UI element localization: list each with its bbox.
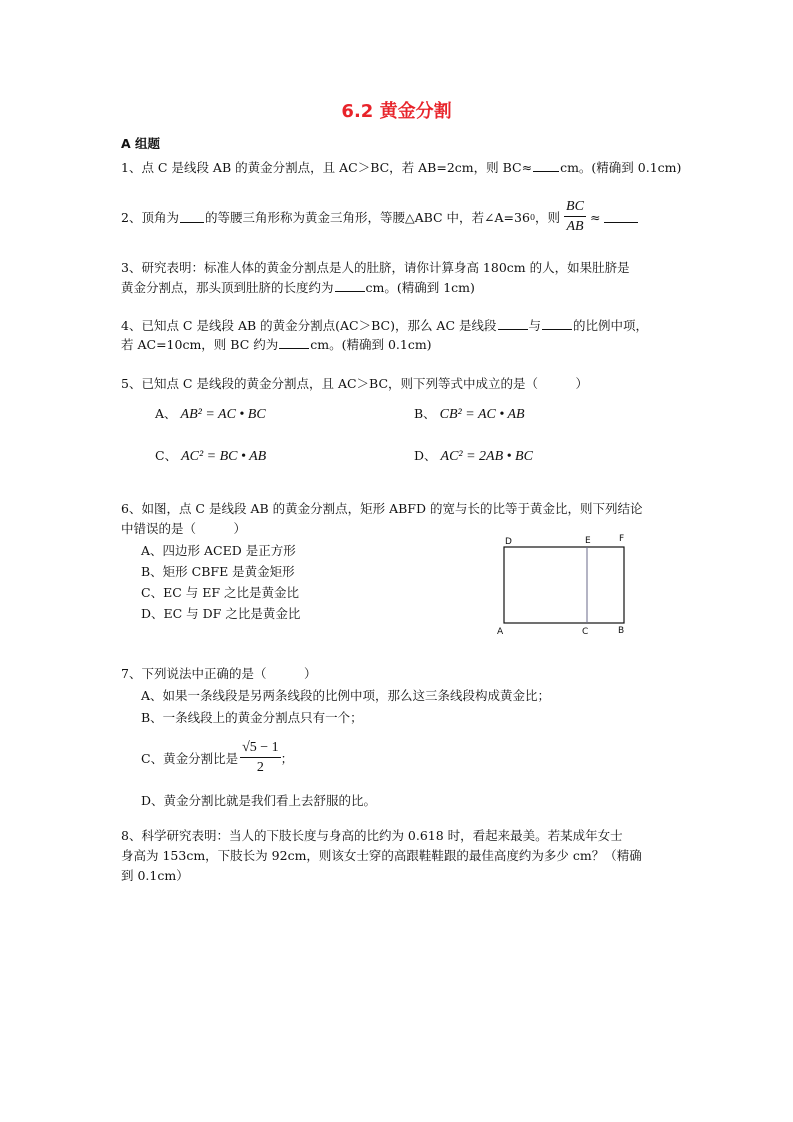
q2-text-b: 的等腰三角形称为黄金三角形，等腰△ABC 中，若∠A=36 bbox=[204, 210, 530, 225]
q4-blank-2 bbox=[542, 318, 572, 330]
question-8-line-2: 身高为 153cm，下肢长为 92cm，则该女士穿的高跟鞋鞋跟的最佳高度约为多少 cm？（精确 bbox=[121, 848, 642, 863]
q5-option-a-expr: AB² = AC • BC bbox=[180, 407, 266, 422]
q4-text-e: cm。(精确到 0.1cm) bbox=[310, 337, 432, 352]
q6-option-a: A、四边形 ACED 是正方形 bbox=[141, 543, 296, 558]
question-3-line-1: 3、研究表明：标准人体的黄金分割点是人的肚脐，请你计算身高 180cm 的人，如果肚脐是 bbox=[121, 260, 630, 275]
q5-option-c-expr: AC² = BC • AB bbox=[181, 449, 267, 464]
question-7-stem: 7、下列说法中正确的是（ ） bbox=[121, 666, 317, 681]
q6-option-d: D、EC 与 DF 之比是黄金比 bbox=[141, 606, 301, 621]
q2-blank-answer bbox=[604, 211, 638, 223]
rectangle-abfd bbox=[504, 547, 624, 623]
q7-option-c-text: C、黄金分割比是 bbox=[141, 751, 239, 766]
q2-text-a: 2、顶角为 bbox=[121, 210, 179, 225]
question-8-line-3: 到 0.1cm） bbox=[121, 868, 189, 883]
q2-text-c: ，则 bbox=[535, 210, 561, 225]
q4-blank-3 bbox=[279, 337, 309, 349]
point-label-a: A bbox=[497, 627, 504, 637]
point-label-b: B bbox=[618, 626, 625, 636]
q4-text-b: 与 bbox=[528, 318, 542, 333]
q7-option-c bbox=[141, 738, 293, 778]
q5-option-c bbox=[155, 446, 266, 465]
q6-option-c: C、EC 与 EF 之比是黄金比 bbox=[141, 585, 299, 600]
point-label-f: F bbox=[619, 534, 625, 544]
q3-text-a: 黄金分割点，那头顶到肚脐的长度约为 bbox=[121, 280, 334, 295]
q4-text-d: 若 AC=10cm，则 BC 约为 bbox=[121, 337, 279, 352]
q2-degree-sup: 0 bbox=[529, 212, 536, 222]
question-6-line-1: 6、如图，点 C 是线段 AB 的黄金分割点，矩形 ABFD 的宽与长的比等于黄金比，则下列结论 bbox=[121, 501, 643, 516]
point-label-c: C bbox=[582, 627, 589, 637]
q5-option-d bbox=[414, 446, 533, 465]
question-8-line-1: 8、科学研究表明：当人的下肢长度与身高的比约为 0.618 时，看起来最美。若某成年女士 bbox=[121, 828, 623, 843]
q4-text-c: 的比例中项， bbox=[573, 318, 649, 333]
q2-approx: ≈ bbox=[589, 209, 601, 225]
q1-text-b: cm。(精确到 0.1cm) bbox=[560, 160, 682, 175]
q5-option-c-label: C、 bbox=[155, 448, 178, 463]
q4-text-a: 4、已知点 C 是线段 AB 的黄金分割点(AC＞BC)，那么 AC 是线段 bbox=[121, 318, 497, 333]
question-5-stem: 5、已知点 C 是线段的黄金分割点，且 AC＞BC，则下列等式中成立的是（ ） bbox=[121, 376, 589, 391]
q3-text-b: cm。(精确到 1cm) bbox=[365, 280, 475, 295]
q5-option-b-label: B、 bbox=[414, 406, 436, 421]
q1-text-a: 1、点 C 是线段 AB 的黄金分割点，且 AC＞BC，若 AB=2cm，则 BC≈ bbox=[121, 160, 533, 175]
section-heading: A 组题 bbox=[121, 136, 161, 151]
q6-option-b: B、矩形 CBFE 是黄金矩形 bbox=[141, 564, 295, 579]
q2-fraction-denominator: AB bbox=[566, 219, 584, 234]
q2-fraction-numerator: BC bbox=[564, 200, 586, 217]
q7-option-d: D、黄金分割比就是我们看上去舒服的比。 bbox=[141, 793, 377, 808]
q7-fraction-numerator: √5 − 1 bbox=[240, 741, 281, 758]
point-label-d: D bbox=[505, 537, 512, 547]
q5-option-a bbox=[155, 404, 266, 423]
q7-option-c-end: ； bbox=[280, 751, 294, 766]
q5-option-d-expr: AC² = 2AB • BC bbox=[440, 449, 533, 464]
q5-option-b-expr: CB² = AC • AB bbox=[439, 407, 525, 422]
q7-fraction bbox=[240, 741, 281, 775]
q7-option-b: B、一条线段上的黄金分割点只有一个； bbox=[141, 710, 363, 725]
question-1 bbox=[121, 158, 681, 176]
q3-blank bbox=[335, 280, 365, 292]
q2-blank-angle bbox=[180, 211, 204, 223]
golden-rectangle-figure bbox=[494, 532, 634, 638]
q5-option-d-label: D、 bbox=[414, 448, 437, 463]
q2-fraction bbox=[564, 200, 586, 234]
q5-option-b bbox=[414, 404, 525, 423]
question-4-line-1 bbox=[121, 316, 648, 334]
point-label-e: E bbox=[585, 536, 591, 546]
q1-blank bbox=[533, 160, 559, 172]
q4-blank-1 bbox=[498, 318, 528, 330]
question-4-line-2 bbox=[121, 335, 432, 353]
page-title: 6.2 黄金分割 bbox=[341, 101, 452, 122]
q7-option-a: A、如果一条线段是另两条线段的比例中项，那么这三条线段构成黄金比； bbox=[141, 688, 551, 703]
question-2 bbox=[121, 197, 639, 237]
question-3-line-2 bbox=[121, 278, 475, 296]
question-6-line-2: 中错误的是（ ） bbox=[121, 521, 247, 536]
q7-fraction-denominator: 2 bbox=[256, 760, 264, 775]
q5-option-a-label: A、 bbox=[155, 406, 177, 421]
